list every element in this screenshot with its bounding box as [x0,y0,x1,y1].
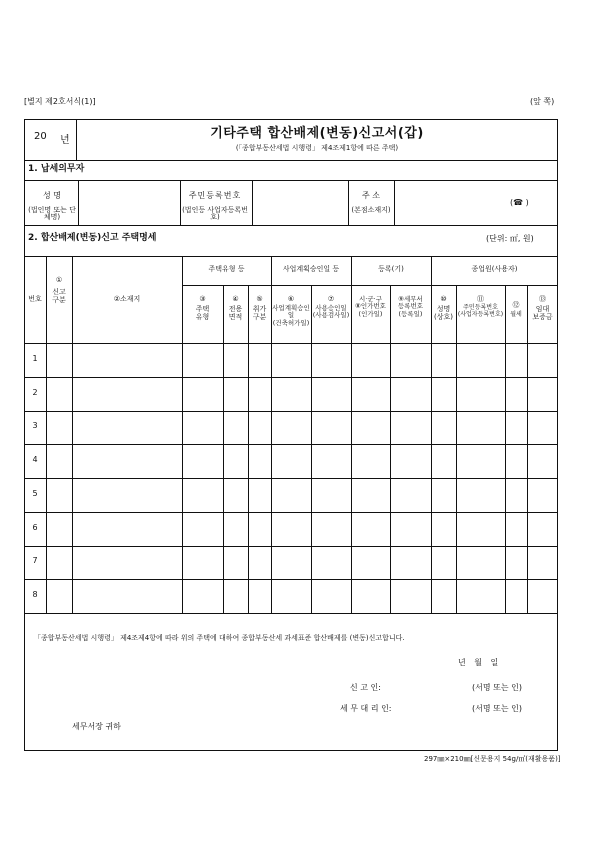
declarant-label: 신 고 인: [350,683,381,692]
col-number: 번호 [28,295,42,303]
table-row-divider [24,478,558,479]
col-10-num: ⑩ [440,295,447,303]
col-use-approval: 사용승인일 (사용검사일) [312,304,350,320]
col-12-num: ⑫ [512,301,520,309]
col-license-number: 시·군·구 ⑧인가번호 (인가일) [355,295,386,318]
table-row-number: 6 [32,523,38,532]
section-2-title: 2. 합산배제(변동)신고 주택명세 [28,233,157,243]
table-row-number: 5 [32,489,38,498]
form-title: 기타주택 합산배제(변동)신고서(갑) [210,126,424,141]
col-location: ②소재지 [113,295,141,303]
table-row-number: 3 [32,421,38,430]
table-row-divider [24,579,558,580]
addressee: 세무서장 귀하 [72,722,121,731]
col-5-num: ⑤ [256,295,263,303]
col-13-num: ⑬ [539,295,546,303]
table-row-divider [24,411,558,412]
table-row-number: 4 [32,455,38,464]
form-subtitle: (「종합부동산세법 시행령」 제4조제1항에 따른 주택) [235,144,399,152]
group-employee: 종업원(사용자) [471,265,518,273]
declaration-text: 「종합부동산세법 시행령」 제4조제4항에 따라 위의 주택에 대하여 종합부동산세 과세표준 합산배제를 (변동)신고합니다. [34,634,405,642]
col-employee-name: 성명 (상호) [434,305,453,322]
section-1-title: 1. 납세의무자 [28,164,85,174]
phone-label: (☎ ) [510,198,529,207]
unit-label: (단위: ㎡, 원) [486,234,534,243]
name-label: 성 명 [43,191,61,200]
col-4-num: ④ [232,295,239,303]
col-area: 전용 면적 [228,305,243,322]
table-row-divider [24,546,558,547]
col-housing-type: 주택 유형 [195,305,210,322]
col-employee-id: 주민등록번호 (사업자등록번호) [457,304,504,318]
group-housing-type: 주택유형 등 [208,265,245,273]
col-deposit: 임대 보증금 [532,305,553,322]
col-tax-registration: ⑨세무서 등록번호 (등록일) [397,295,424,318]
group-registration: 등록(기) [378,265,404,273]
col-report-type: 신고 구분 [52,288,66,305]
table-row-number: 1 [32,354,38,363]
year-prefix: 20 [34,131,47,142]
col-1-num: ① [55,276,63,284]
declarant-sign: (서명 또는 인) [472,683,522,692]
tax-agent-sign: (서명 또는 인) [472,704,522,713]
form-number: [별지 제2호서식(1)] [24,97,96,106]
table-row-number: 8 [32,590,38,599]
date-line: 년 월 일 [458,658,499,667]
tax-agent-label: 세 무 대 리 인: [340,704,392,713]
table-row-divider [24,444,558,445]
col-monthly-rent: 월세 [510,311,522,318]
form-frame [24,119,558,751]
col-business-approval: 사업계획승인일 (건축허가일) [272,304,310,327]
col-6-num: ⑥ [287,295,295,303]
group-business-date: 사업계획승인일 등 [282,265,340,273]
col-11-num: ⑪ [477,295,484,303]
page-side: (앞 쪽) [530,97,555,106]
address-sub-label: (본점소재지) [351,206,391,214]
address-label: 주 소 [362,191,380,200]
table-row-divider [24,377,558,378]
id-label: 주민등록번호 [188,191,242,200]
year-suffix: 년 [60,135,70,146]
id-sub-label: (법인등 사업자등록번호) [182,206,248,221]
table-row-number: 7 [32,556,38,565]
col-3-num: ③ [199,295,206,303]
name-sub-label: (법인명 또는 단체명) [28,206,76,221]
col-acquisition-type: 취가 구분 [252,305,267,322]
table-row-divider [24,512,558,513]
table-row-number: 2 [32,388,38,397]
col-7-num: ⑦ [327,295,335,303]
paper-spec: 297㎜×210㎜[신문용지 54g/㎡(재활용품)] [424,755,561,763]
